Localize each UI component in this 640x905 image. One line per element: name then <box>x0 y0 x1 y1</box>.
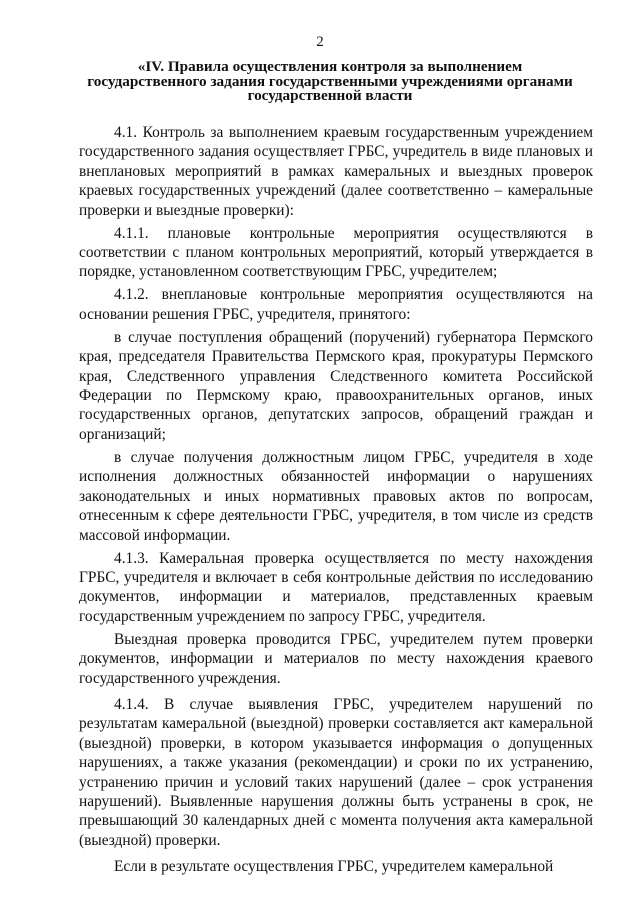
paragraph-4-1-1: 4.1.1. плановые контрольные мероприятия осуществляются в соответствии с планом контрольных мероприятий, который утверждается в порядке, установленном соответствующим ГРБС, учредителем; <box>79 224 593 281</box>
document-body <box>79 123 593 880</box>
paragraph-appeals: в случае поступления обращений (поручений) губернатора Пермского края, председателя Правительства Пермского края, прокуратуры Пермского края, Следственного управления Следственного комитета Российской Федерации по Пермскому краю, правоохранительных органов, иных государственных органов, депутатских запросов, обращений граждан и организаций; <box>79 328 593 443</box>
paragraph-official-info: в случае получения должностным лицом ГРБС, учредителя в ходе исполнения должностных обязанностей информации о нарушениях законодательных и иных нормативных правовых актов по вопросам, отнесенным к сфере деятельности ГРБС, учредителя, в том числе из средств массовой информации. <box>79 448 593 544</box>
paragraph-field-inspection: Выездная проверка проводится ГРБС, учредителем путем проверки документов, информации и материалов по месту нахождения краевого государственного учреждения. <box>79 630 593 687</box>
paragraph-4-1: 4.1. Контроль за выполнением краевым государственным учреждением государственного задания осуществляет ГРБС, учредитель в виде плановых и внеплановых мероприятий в рамках камеральных и выездных проверок краевых государственных учреждений (далее соответственно – камеральные проверки и выездные проверки): <box>79 124 593 219</box>
paragraph-4-1-3: 4.1.3. Камеральная проверка осуществляется по месту нахождения ГРБС, учредителя и включает в себя контрольные действия по исследованию документов, информации и материалов, представленных краевым государственным учреждением по запросу ГРБС, учредителя. <box>79 549 593 625</box>
paragraph-4-1-2: 4.1.2. внеплановые контрольные мероприятия осуществляются на основании решения ГРБС, учредителя, принятого: <box>79 286 593 323</box>
paragraph-continuation: Если в результате осуществления ГРБС, учредителем камеральной <box>114 858 554 876</box>
paragraph-4-1-4: 4.1.4. В случае выявления ГРБС, учредителем нарушений по результатам камеральной (выездной) проверки составляется акт камеральной (выездной) проверки, в котором указывается информация о допущенных нарушениях, а также указания (рекомендации) и сроки по их устранению, устранению причин и условий таких нарушений (далее – срок устранения нарушений). Выявленные нарушения должны быть устранены в срок, не превышающий 30 календарных дней с момента получения акта камеральной (выездной) проверки. <box>79 695 593 849</box>
page-number: 2 <box>316 34 324 50</box>
section-heading: «IV. Правила осуществления контроля за выполнением государственного задания государственными учреждениями органами государственной власти <box>87 58 573 104</box>
